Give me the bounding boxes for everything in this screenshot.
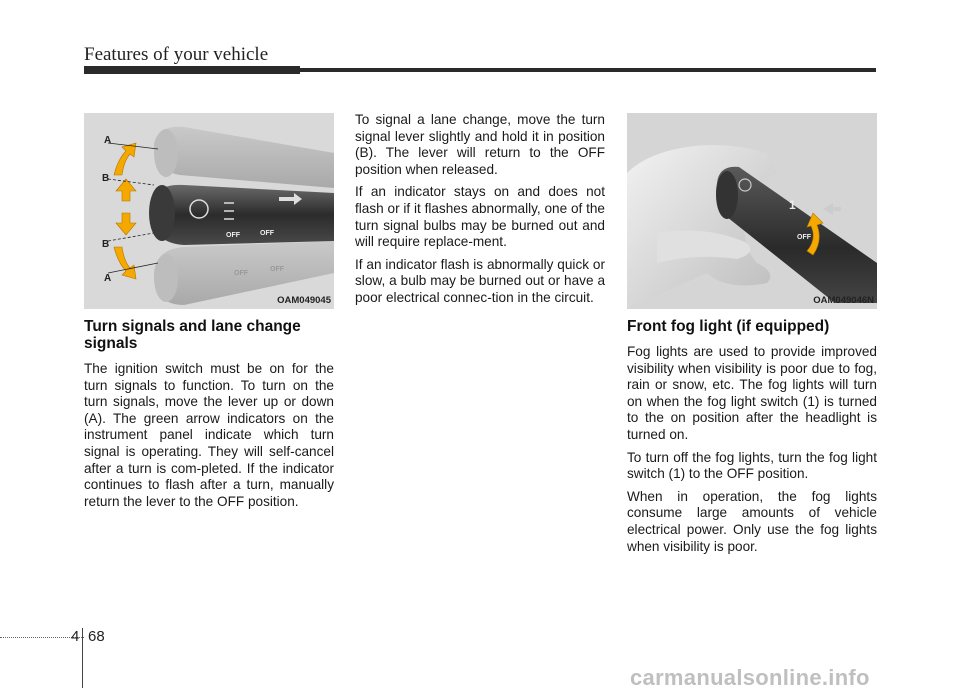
page-header-title: Features of your vehicle <box>84 44 269 65</box>
section-heading-turn-signals: Turn signals and lane change signals <box>84 318 301 352</box>
stalk-off-label-1: OFF <box>226 232 240 239</box>
header-rule <box>84 68 876 72</box>
stalk-off-label-2: OFF <box>260 230 274 237</box>
column-fog-light <box>627 113 877 561</box>
column-lane-change <box>355 112 605 313</box>
paragraph: To signal a lane change, move the turn signal lever slightly and hold it in position (B). The lever will return to the OFF position when released. <box>355 112 605 177</box>
page-number: 68 <box>88 628 105 645</box>
paragraph: Fog lights are used to provide improved visibility when visibility is poor due to fog, rain or snow, etc. The fog lights will turn on when the fog light switch (1) is turned to the on position after the headlight is turned on. <box>627 344 877 442</box>
section-heading-fog-light: Front fog light (if equipped) <box>627 318 830 335</box>
figure-code: OAM049046N <box>813 295 874 306</box>
stalk-off-label: OFF <box>797 234 811 241</box>
label-b-top: B <box>102 173 110 184</box>
stalk-off-label-3: OFF <box>234 270 248 277</box>
turn-signal-illustration <box>84 113 334 309</box>
fog-light-figure <box>627 113 877 309</box>
watermark-text: carmanualsonline.info <box>630 665 870 690</box>
turn-signal-figure <box>84 113 334 309</box>
figure-code: OAM049045 <box>277 295 331 306</box>
section-number: 4 <box>71 628 80 645</box>
label-b-bottom: B <box>102 239 110 250</box>
fog-light-illustration <box>627 113 877 309</box>
stalk-off-label-4: OFF <box>270 266 284 273</box>
paragraph: To turn off the fog lights, turn the fog light switch (1) to the OFF position. <box>627 449 877 482</box>
footer-divider <box>82 628 83 688</box>
paragraph: When in operation, the fog lights consume large amounts of vehicle electrical power. Only use the fog lights when visibility is poor. <box>627 488 877 554</box>
label-a-bottom: A <box>104 273 112 284</box>
paragraph: The ignition switch must be on for the turn signals to function. To turn on the turn signals, move the lever up or down (A). The green arrow indicators on the instrument panel indicate which turn signal is operating. They will self-cancel after a turn is com-pleted. If the indicator continues to flash after a turn, manually return the lever to the OFF position. <box>84 361 334 509</box>
label-a-top: A <box>104 135 112 146</box>
paragraph: If an indicator stays on and does not flash or if it flashes abnormally, one of the turn signal bulbs may be burned out and will require replace-ment. <box>355 184 605 250</box>
main-stalk <box>149 185 334 245</box>
switch-number-label: 1 <box>789 198 796 212</box>
paragraph: If an indicator flash is abnormally quick or slow, a bulb may be burned out or have a poor electrical connec-tion in the circuit. <box>355 256 605 305</box>
column-turn-signals <box>84 113 334 516</box>
